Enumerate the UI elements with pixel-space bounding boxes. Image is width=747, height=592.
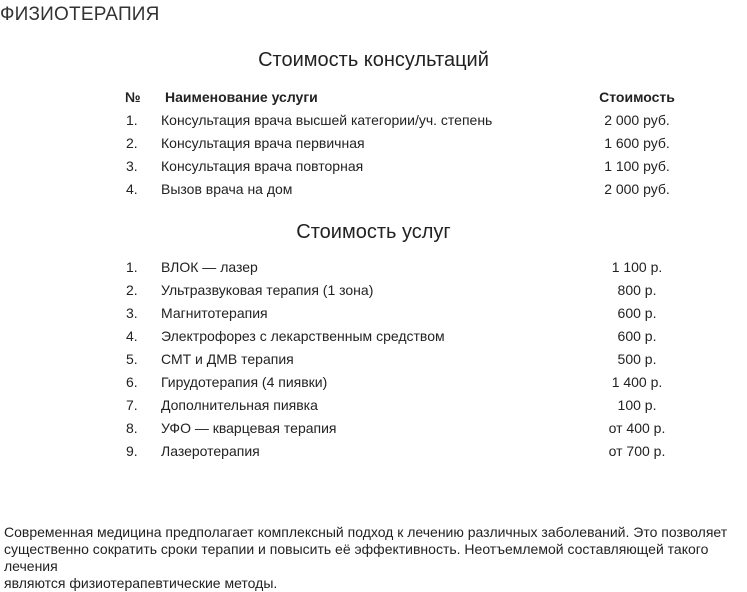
table-row <box>0 110 747 132</box>
row-num: 3. <box>126 158 138 174</box>
row-name: Вызов врача на дом <box>161 181 293 197</box>
row-num: 3. <box>126 305 138 321</box>
row-name: Электрофорез с лекарственным средством <box>161 328 445 344</box>
table-row <box>0 395 747 417</box>
table-row <box>0 303 747 325</box>
table-row <box>0 349 747 371</box>
row-price: 2 000 руб. <box>604 112 670 128</box>
row-price: 600 р. <box>617 328 657 344</box>
row-name: Консультация врача повторная <box>161 158 364 174</box>
row-name: Дополнительная пиявка <box>161 397 318 413</box>
row-price: 600 р. <box>617 305 657 321</box>
row-price: 2 000 руб. <box>604 181 670 197</box>
row-name: ВЛОК — лазер <box>161 259 258 275</box>
table-row <box>0 372 747 394</box>
services-title: Стоимость услуг <box>296 221 451 243</box>
footer-line-3: являются физиотерапевтические методы. <box>4 575 278 591</box>
row-name: УФО — кварцевая терапия <box>161 420 337 436</box>
row-num: 8. <box>126 420 138 436</box>
row-price: 500 р. <box>617 351 657 367</box>
row-name: Консультация врача первичная <box>161 135 365 151</box>
header-name: Наименование услуги <box>165 89 318 105</box>
consultations-title: Стоимость консультаций <box>258 49 489 71</box>
table-row <box>0 326 747 348</box>
row-name: Гирудотерапия (4 пиявки) <box>161 374 328 390</box>
row-num: 5. <box>126 351 138 367</box>
row-num: 4. <box>126 328 138 344</box>
row-name: Ультразвуковая терапия (1 зона) <box>161 282 374 298</box>
consultations-header-row <box>0 87 747 109</box>
row-num: 1. <box>126 259 138 275</box>
page-heading: ФИЗИОТЕРАПИЯ <box>0 4 160 25</box>
row-price: от 700 р. <box>608 443 666 459</box>
row-num: 9. <box>126 443 138 459</box>
table-row <box>0 441 747 463</box>
footer-paragraph <box>4 524 744 592</box>
row-num: 7. <box>126 397 138 413</box>
row-num: 2. <box>126 135 138 151</box>
row-price: 1 100 руб. <box>604 158 670 174</box>
row-price: 1 600 руб. <box>604 135 670 151</box>
row-num: 1. <box>126 112 138 128</box>
row-price: 1 400 р. <box>611 374 663 390</box>
row-name: Консультация врача высшей категории/уч. степень <box>161 112 493 128</box>
row-num: 6. <box>126 374 138 390</box>
table-row <box>0 179 747 201</box>
row-name: Магнитотерапия <box>161 305 268 321</box>
footer-line-2: существенно сократить сроки терапии и повысить её эффективность. Неотъемлемой составляющей такого лечения <box>4 541 709 574</box>
row-num: 2. <box>126 282 138 298</box>
row-name: СМТ и ДМВ терапия <box>161 351 294 367</box>
row-num: 4. <box>126 181 138 197</box>
header-price: Стоимость <box>599 89 675 105</box>
footer-line-1: Современная медицина предполагает комплексный подход к лечению различных заболеваний. Это позволяет <box>4 524 728 540</box>
row-price: от 400 р. <box>608 420 666 436</box>
table-row <box>0 257 747 279</box>
row-price: 800 р. <box>617 282 657 298</box>
header-num: № <box>125 89 141 105</box>
row-price: 100 р. <box>617 397 657 413</box>
row-name: Лазеротерапия <box>161 443 260 459</box>
table-row <box>0 156 747 178</box>
table-row <box>0 133 747 155</box>
table-row <box>0 418 747 440</box>
table-row <box>0 280 747 302</box>
row-price: 1 100 р. <box>611 259 663 275</box>
